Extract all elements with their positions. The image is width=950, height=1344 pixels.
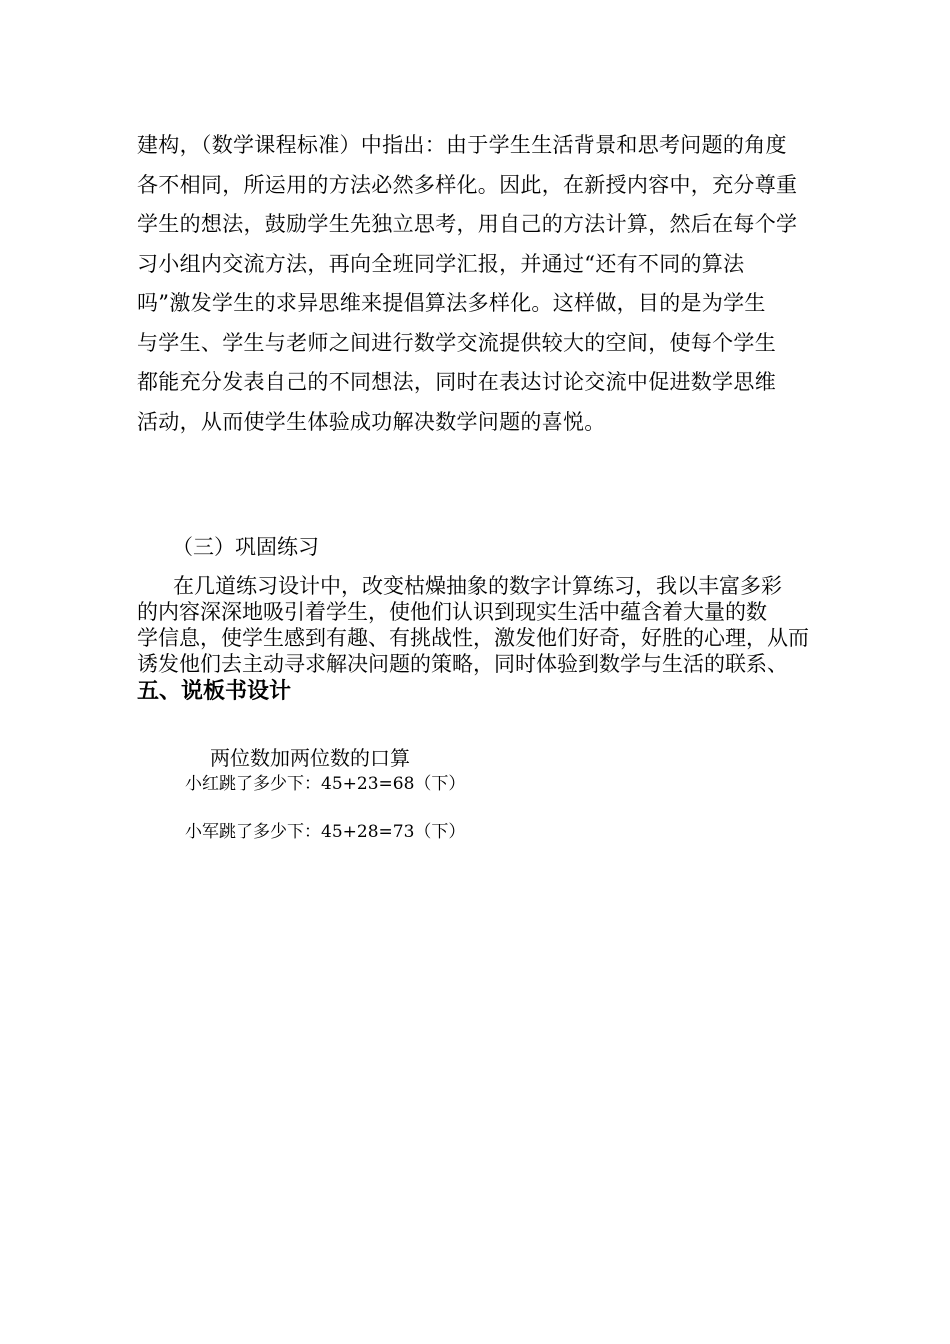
board-title: 两位数加两位数的口算 [210, 746, 410, 770]
paragraph-line: 都能充分发表自己的不同想法，同时在表达讨论交流中促进数学思维 [137, 370, 776, 394]
paragraph-line: 活动，从而使学生体验成功解决数学问题的喜悦。 [137, 409, 606, 434]
paragraph-line: 诱发他们去主动寻求解决问题的策略，同时体验到数学与生活的联系、 [137, 652, 788, 676]
paragraph-line: 学生的想法，鼓励学生先独立思考，用自己的方法计算，然后在每个学 [137, 212, 798, 236]
section-title-board-design: 五、说板书设计 [137, 678, 292, 704]
paragraph-line: 建构，（数学课程标准）中指出：由于学生生活背景和思考问题的角度 [137, 133, 787, 157]
paragraph-line: 在几道练习设计中，改变枯燥抽象的数字计算练习，我以丰富多彩 [173, 574, 782, 598]
paragraph-practice-design [137, 573, 837, 677]
paragraph-line: 学信息，使学生感到有趣、有挑战性，激发他们好奇，好胜的心理，从而 [137, 626, 809, 650]
subheading-consolidation-practice: （三）巩固练习 [172, 535, 319, 559]
paragraph-line: 各不相同，所运用的方法必然多样化。因此，在新授内容中，充分尊重 [137, 172, 798, 197]
paragraph-line: 与学生、学生与老师之间进行数学交流提供较大的空间，使每个学生 [137, 330, 776, 355]
paragraph-line: 吗”激发学生的求异思维来提倡算法多样化。这样做，目的是为学生 [137, 291, 766, 315]
board-equation-xiaohong: 小红跳了多少下：45+23=68（下） [185, 774, 466, 794]
paragraph-line: 的内容深深地吸引着学生，使他们认识到现实生活中蕴含着大量的数 [137, 600, 767, 624]
paragraph-line: 习小组内交流方法，再向全班同学汇报，并通过“还有不同的算法 [137, 251, 745, 276]
board-equation-xiaojun: 小军跳了多少下：45+28=73（下） [185, 822, 466, 842]
paragraph-algorithm-diversity [137, 126, 827, 442]
